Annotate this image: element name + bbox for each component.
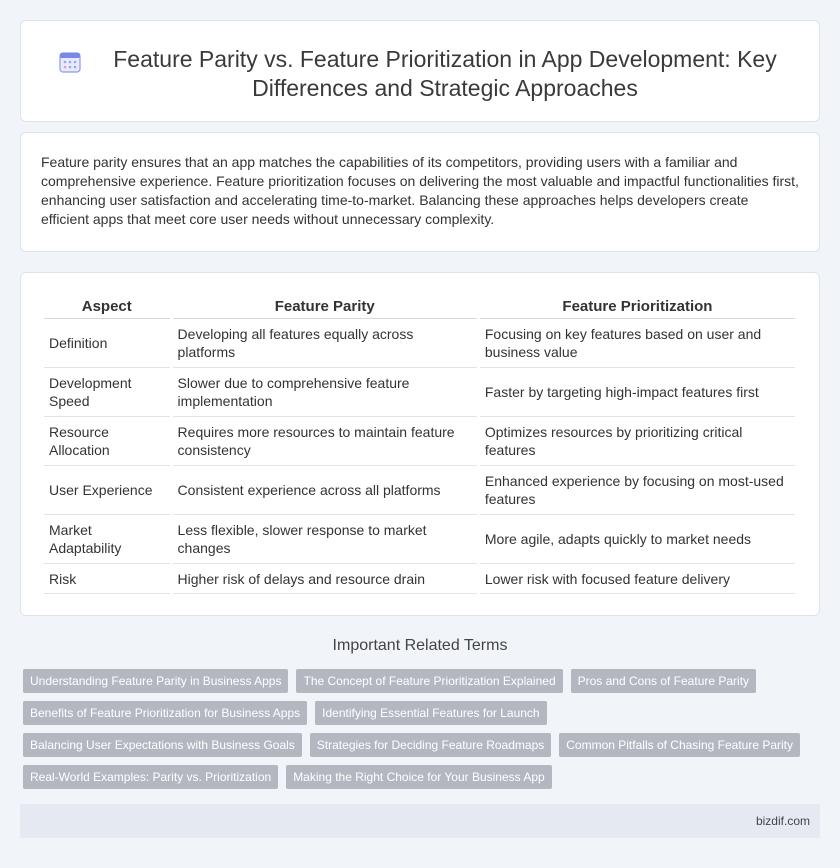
- column-header-aspect: Aspect: [44, 297, 170, 319]
- table-cell: Resource Allocation: [44, 417, 170, 466]
- column-header-feature-parity: Feature Parity: [173, 297, 477, 319]
- table-cell: Market Adaptability: [44, 515, 170, 564]
- related-term-link[interactable]: The Concept of Feature Prioritization Explained: [296, 669, 562, 693]
- table-cell: Developing all features equally across platforms: [173, 319, 477, 368]
- table-row: [44, 515, 795, 564]
- table-cell: Development Speed: [44, 368, 170, 417]
- table-cell: Slower due to comprehensive feature implementation: [173, 368, 477, 417]
- table-cell: Higher risk of delays and resource drain: [173, 564, 477, 594]
- column-header-feature-prioritization: Feature Prioritization: [480, 297, 795, 319]
- intro-paragraph: Feature parity ensures that an app matches the capabilities of its competitors, providing users with a familiar and comprehensive experience. Feature prioritization focuses on delivering the most valuable and impactful functionalities first, enhancing user satisfaction and accelerating time-to-market. Balancing these approaches helps developers create efficient apps that meet core user needs without unnecessary complexity.: [41, 154, 799, 227]
- table-row: [44, 466, 795, 515]
- related-terms-list: [23, 669, 813, 789]
- comparison-table: [41, 297, 798, 594]
- title-card: [20, 20, 820, 122]
- table-row: [44, 368, 795, 417]
- comparison-card: [20, 272, 820, 616]
- table-row: [44, 564, 795, 594]
- calendar-icon: [59, 51, 81, 73]
- table-cell: Less flexible, slower response to market changes: [173, 515, 477, 564]
- intro-card: [20, 132, 820, 252]
- page-title: Feature Parity vs. Feature Prioritization in App Development: Key Differences and Strategic Approaches: [113, 46, 777, 101]
- table-header-row: [44, 297, 795, 319]
- table-cell: Optimizes resources by prioritizing critical features: [480, 417, 795, 466]
- footer-brand[interactable]: bizdif.com: [755, 814, 810, 828]
- table-cell: Focusing on key features based on user and business value: [480, 319, 795, 368]
- table-cell: Lower risk with focused feature delivery: [480, 564, 795, 594]
- footer: [20, 804, 820, 838]
- table-cell: Requires more resources to maintain feature consistency: [173, 417, 477, 466]
- related-term-link[interactable]: Making the Right Choice for Your Business App: [286, 765, 551, 789]
- table-cell: More agile, adapts quickly to market needs: [480, 515, 795, 564]
- related-term-link[interactable]: Understanding Feature Parity in Business Apps: [23, 669, 288, 693]
- table-row: [44, 319, 795, 368]
- table-cell: Definition: [44, 319, 170, 368]
- table-row: [44, 417, 795, 466]
- table-cell: Faster by targeting high-impact features first: [480, 368, 795, 417]
- related-term-link[interactable]: Benefits of Feature Prioritization for Business Apps: [23, 701, 307, 725]
- related-term-link[interactable]: Balancing User Expectations with Business Goals: [23, 733, 302, 757]
- related-term-link[interactable]: Identifying Essential Features for Launch: [315, 701, 546, 725]
- related-term-link[interactable]: Real-World Examples: Parity vs. Prioritization: [23, 765, 278, 789]
- related-terms-heading: Important Related Terms: [332, 637, 508, 654]
- table-cell: Risk: [44, 564, 170, 594]
- table-cell: Enhanced experience by focusing on most-used features: [480, 466, 795, 515]
- table-cell: User Experience: [44, 466, 170, 515]
- related-term-link[interactable]: Pros and Cons of Feature Parity: [571, 669, 756, 693]
- related-term-link[interactable]: Strategies for Deciding Feature Roadmaps: [310, 733, 551, 757]
- table-cell: Consistent experience across all platforms: [173, 466, 477, 515]
- related-term-link[interactable]: Common Pitfalls of Chasing Feature Parity: [559, 733, 800, 757]
